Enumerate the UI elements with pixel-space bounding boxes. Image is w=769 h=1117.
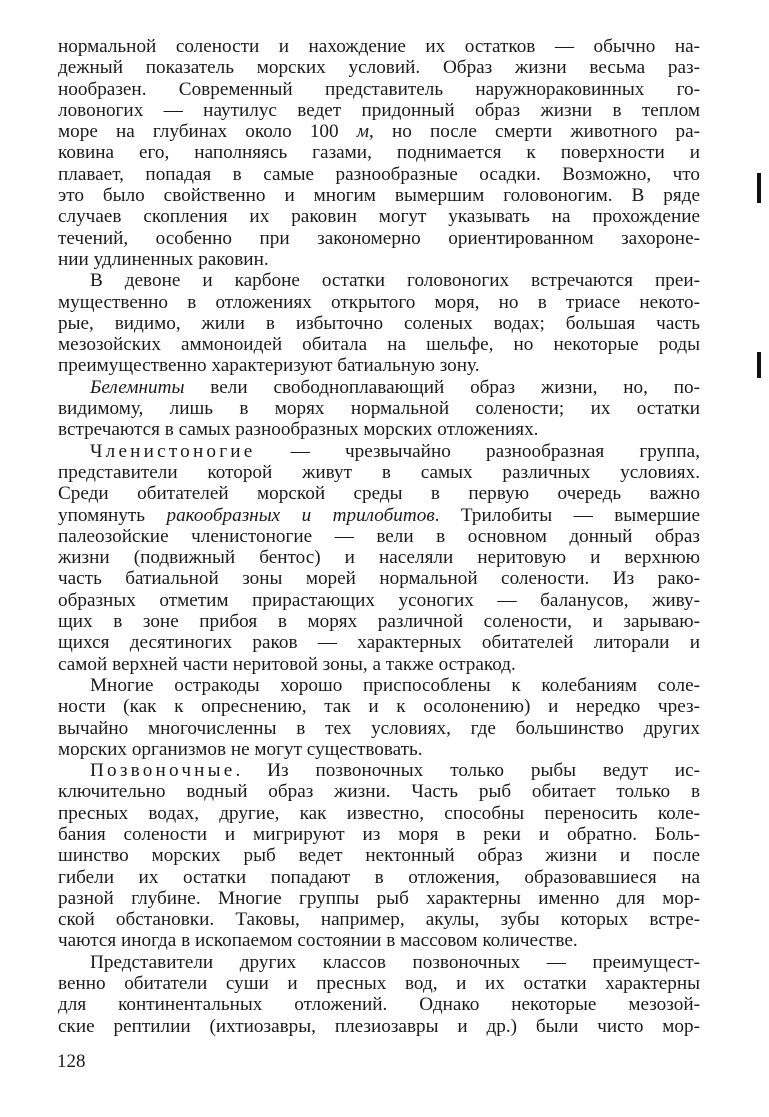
text-run: видимому, лишь в морях нормальной солености; их остатки xyxy=(58,398,700,420)
text-line xyxy=(58,228,700,249)
text-line xyxy=(58,696,700,717)
italic-term: м xyxy=(356,121,370,143)
text-line xyxy=(58,973,700,994)
paragraph xyxy=(58,377,700,441)
text-line xyxy=(58,441,700,462)
text-line xyxy=(58,292,700,313)
text-line xyxy=(58,675,700,696)
text-run: для континентальных отложений. Однако некоторые мезозой- xyxy=(58,994,700,1016)
text-line xyxy=(58,355,700,376)
text-line xyxy=(58,547,700,568)
text-run: ковина его, наполняясь газами, поднимается к поверхности и xyxy=(58,142,700,164)
text-line xyxy=(58,206,700,227)
spaced-heading: Позвоночные xyxy=(90,760,236,782)
paragraph xyxy=(58,952,700,1037)
text-line xyxy=(58,249,700,270)
paragraph xyxy=(58,441,700,675)
text-line xyxy=(58,739,700,760)
text-run: преимущественно характеризуют батиальную зону. xyxy=(58,355,480,377)
text-run: морских организмов не могут существовать. xyxy=(58,738,423,760)
text-run: ности (как к опреснению, так и к осолонению) и нередко чрез- xyxy=(58,696,700,718)
text-line xyxy=(58,483,700,504)
page-number: 128 xyxy=(57,1051,86,1072)
text-run: чаются иногда в ископаемом состоянии в массовом количестве. xyxy=(58,930,578,952)
text-line xyxy=(58,590,700,611)
text-run: встречаются в самых разнообразных морских отложениях. xyxy=(58,419,539,441)
margin-change-bar xyxy=(757,173,761,203)
text-run: ключительно водный образ жизни. Часть рыб обитает только в xyxy=(58,781,700,803)
text-line xyxy=(58,313,700,334)
text-run: ские рептилии (ихтиозавры, плезиозавры и др.) были чисто мор- xyxy=(58,1015,700,1037)
text-run: самой верхней части неритовой зоны, а также остракод. xyxy=(58,653,516,675)
text-run: течений, особенно при закономерно ориентированном захороне- xyxy=(58,227,700,249)
text-line xyxy=(58,632,700,653)
text-line xyxy=(58,611,700,632)
italic-term: ракообразных и трилобитов xyxy=(166,504,435,526)
text-run: . Трилобиты — вымершие xyxy=(434,504,700,526)
text-line xyxy=(58,994,700,1015)
text-run: ловоногих — наутилус ведет придонный образ жизни в теплом xyxy=(58,99,700,121)
text-line xyxy=(58,526,700,547)
text-line xyxy=(58,824,700,845)
text-line xyxy=(58,718,700,739)
text-line xyxy=(58,121,700,142)
text-run: В девоне и карбоне остатки головоногих встречаются преи- xyxy=(90,270,700,292)
text-run: часть батиальной зоны морей нормальной солености. Из рако- xyxy=(58,568,700,590)
text-run: упомянуть xyxy=(58,504,167,526)
text-run: палеозойские членистоногие — вели в основном донный образ xyxy=(58,525,700,547)
spaced-heading: Членистоногие xyxy=(90,440,256,462)
text-line xyxy=(58,505,700,526)
text-run: это было свойственно и многим вымершим головоногим. В ряде xyxy=(58,185,700,207)
text-line xyxy=(58,36,700,57)
text-run: нии удлиненных раковин. xyxy=(58,248,269,270)
paragraph xyxy=(58,675,700,760)
text-run: море на глубинах около 100 xyxy=(58,121,357,143)
text-run: гибели их остатки попадают в отложения, образовавшиеся на xyxy=(58,866,700,888)
text-run: дежный показатель морских условий. Образ жизни весьма раз- xyxy=(58,57,700,79)
text-line xyxy=(58,398,700,419)
text-line xyxy=(58,952,700,973)
paragraph xyxy=(58,270,700,376)
text-run: щихся десятиногих раков — характерных обитателей литорали и xyxy=(58,632,700,654)
text-run: нообразен. Современный представитель наружнораковинных го- xyxy=(58,78,700,100)
text-run: представители которой живут в самых различных условиях. xyxy=(58,461,700,483)
text-run: , но после смерти животного ра- xyxy=(369,121,700,143)
text-run: ской обстановки. Таковы, например, акулы, зубы которых встре- xyxy=(58,909,700,931)
text-run: Среди обитателей морской среды в первую очередь важно xyxy=(58,483,700,505)
text-run: случаев скопления их раковин могут указывать на прохождение xyxy=(58,206,700,228)
text-line xyxy=(58,568,700,589)
text-line xyxy=(58,270,700,291)
text-run: образных отметим прирастающих усоногих — баланусов, живу- xyxy=(58,589,700,611)
text-line xyxy=(58,888,700,909)
text-run: рые, видимо, жили в избыточно соленых водах; большая часть xyxy=(58,312,700,334)
margin-change-bar xyxy=(757,352,761,378)
text-line xyxy=(58,419,700,440)
text-line xyxy=(58,654,700,675)
text-line xyxy=(58,334,700,355)
text-line xyxy=(58,164,700,185)
paragraph xyxy=(58,760,700,952)
text-run: вычайно многочисленны в тех условиях, где большинство других xyxy=(58,717,700,739)
text-run: . Из позвоночных только рыбы ведут ис- xyxy=(235,760,700,782)
text-line xyxy=(58,867,700,888)
text-run: — чрезвычайно разнообразная группа, xyxy=(255,440,700,462)
text-run: венно обитатели суши и пресных вод, и их остатки характерны xyxy=(58,973,700,995)
italic-term: Белемниты xyxy=(90,376,185,398)
text-line xyxy=(58,930,700,951)
text-line xyxy=(58,377,700,398)
text-line xyxy=(58,845,700,866)
text-run: щих в зоне прибоя в морях различной солености, и зарываю- xyxy=(58,611,700,633)
text-line xyxy=(58,185,700,206)
text-run: жизни (подвижный бентос) и населяли неритовую и верхнюю xyxy=(58,547,700,569)
text-run: вели свободноплавающий образ жизни, но, по- xyxy=(184,376,700,398)
text-run: нормальной солености и нахождение их остатков — обычно на- xyxy=(58,36,700,57)
body-text xyxy=(58,36,700,1037)
text-run: Многие остракоды хорошо приспособлены к колебаниям соле- xyxy=(90,674,700,696)
text-run: шинство морских рыб ведет нектонный образ жизни и после xyxy=(58,845,700,867)
text-run: пресных водах, другие, как известно, способны переносить коле- xyxy=(58,802,700,824)
text-line xyxy=(58,781,700,802)
text-run: разной глубине. Многие группы рыб характерны именно для мор- xyxy=(58,887,700,909)
paragraph xyxy=(58,36,700,270)
text-line xyxy=(58,462,700,483)
text-line xyxy=(58,760,700,781)
text-line xyxy=(58,79,700,100)
text-run: бания солености и мигрируют из моря в реки и обратно. Боль- xyxy=(58,823,700,845)
text-line xyxy=(58,909,700,930)
text-run: Представители других классов позвоночных — преимущест- xyxy=(90,951,700,973)
text-line xyxy=(58,57,700,78)
text-run: мущественно в отложениях открытого моря, но в триасе некото- xyxy=(58,291,700,313)
text-line xyxy=(58,803,700,824)
text-line xyxy=(58,1016,700,1037)
text-line xyxy=(58,142,700,163)
text-line xyxy=(58,100,700,121)
text-run: мезозойских аммоноидей обитала на шельфе, но некоторые роды xyxy=(58,334,700,356)
text-run: плавает, попадая в самые разнообразные осадки. Возможно, что xyxy=(58,163,700,185)
